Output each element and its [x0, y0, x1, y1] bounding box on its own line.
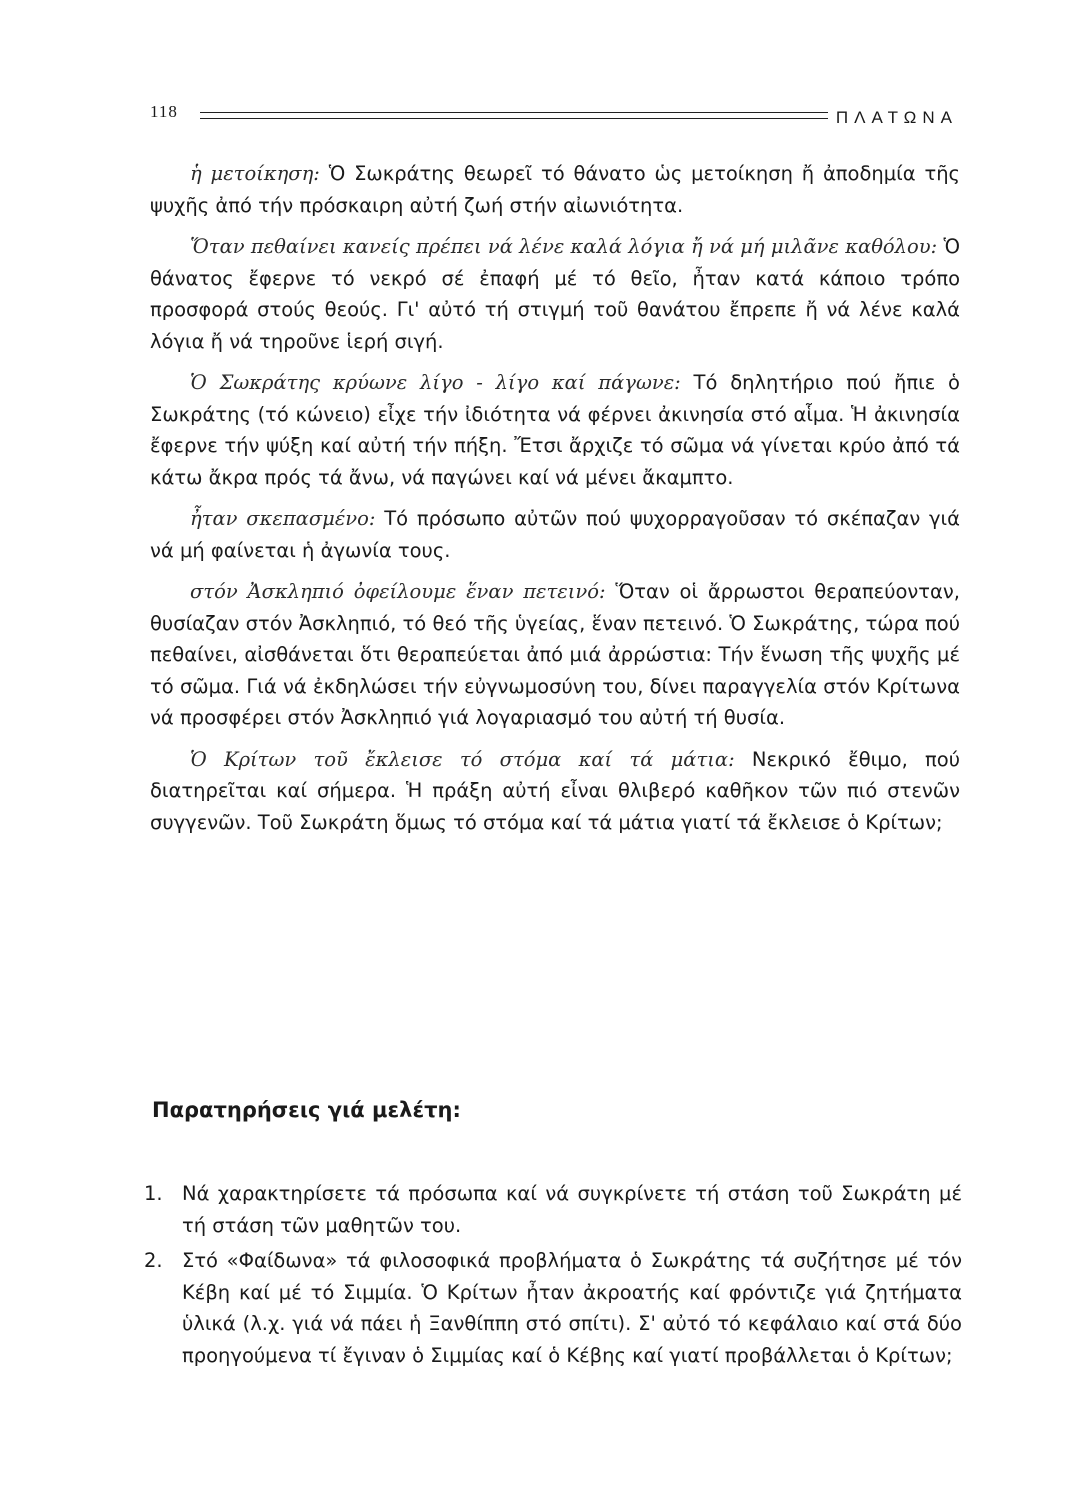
note-text: Ὅταν οἱ ἄρρωστοι θεραπεύονταν, θυσίαζαν στόν Ἀσκληπιό, τό θεό τῆς ὑγείας, ἕναν πετεινό. Ὁ Σωκράτης, τώρα πού πεθαίνει, αἰσθάνεται ὅτι θεραπεύεται ἀπό μιά ἀρρώστια: Τήν ἕνωση τῆς ψυχῆς μέ τό σῶμα. Γιά νά ἐκδηλώσει τήν εὐγνωμοσύνη του, δίνει παραγγελία στόν Κρίτωνα νά προσφέρει στόν Ἀσκληπιό γιά λογαριασμό του αὐτή τή θυσία.	[150, 580, 960, 729]
note-lemma: ἦταν σκεπασμένο:	[190, 507, 376, 530]
question-number: 2.	[144, 1249, 163, 1272]
question-text: Νά χαρακτηρίσετε τά πρόσωπα καί νά συγκρίνετε τή στάση τοῦ Σωκράτη μέ τή στάση τῶν μαθητῶν του.	[182, 1182, 962, 1237]
question-number: 1.	[144, 1182, 163, 1205]
note-lemma: στόν Ἀσκληπιό ὀφείλουμε ἕναν πετεινό:	[190, 580, 606, 603]
note-skepasmeno	[150, 503, 960, 566]
note-text: Τό πρόσωπο αὐτῶν πού ψυχορραγοῦσαν τό σκέπαζαν γιά νά μή φαίνεται ἡ ἀγωνία τους.	[150, 507, 961, 562]
note-lemma: Ὁ Σωκράτης κρύωνε λίγο - λίγο καί πάγωνε:	[190, 371, 681, 394]
note-metoikisi	[150, 158, 960, 221]
page-header	[150, 98, 958, 138]
commentary-notes	[150, 158, 960, 848]
note-text: Νεκρικό ἔθιμο, πού διατηρεῖται καί σήμερα. Ἡ πράξη αὐτή εἶναι θλιβερό καθῆκον τῶν πιό στενῶν συγγενῶν. Τοῦ Σωκράτη ὅμως τό στόμα καί τά μάτια γιατί τά ἔκλεισε ὁ Κρίτων;	[150, 747, 960, 834]
note-text: Ὁ Σωκράτης θεωρεῖ τό θάνατο ὡς μετοίκηση ἤ ἀποδημία τῆς ψυχῆς ἀπό τήν πρόσκαιρη αὐτή ζωή στήν αἰωνιότητα.	[150, 162, 961, 217]
note-text: Ὁ θάνατος ἔφερνε τό νεκρό σέ ἐπαφή μέ τό θεῖο, ἦταν κατά κάποιο τρόπο προσφορά στούς θεούς. Γι' αὐτό τή στιγμή τοῦ θανάτου ἔπρεπε ἤ νά λένε καλά λόγια ἤ νά τηροῦνε ἱερή σιγή.	[150, 235, 960, 353]
running-title: ΠΛΑΤΩΝΑ	[835, 108, 958, 127]
question-item	[140, 1178, 962, 1241]
study-questions	[140, 1178, 962, 1375]
question-item	[140, 1245, 962, 1371]
question-text: Στό «Φαίδωνα» τά φιλοσοφικά προβλήματα ὁ Σωκράτης τά συζήτησε μέ τόν Κέβη καί μέ τό Σιμμία. Ὁ Κρίτων ἦταν ἀκροατής καί φρόντιζε γιά ζητήματα ὑλικά (λ.χ. γιά νά πάει ἡ Ξανθίππη στό σπίτι). Σ' αὐτό τό κεφάλαιο καί στά δύο προηγούμενα τί ἔγιναν ὁ Σιμμίας καί ὁ Κέβης καί γιατί προβάλλεται ὁ Κρίτων;	[182, 1249, 962, 1367]
note-lemma: Ὅταν πεθαίνει κανείς πρέπει νά λένε καλά λόγια ἤ νά μή μιλᾶνε καθόλου:	[190, 235, 938, 258]
note-krywne	[150, 367, 960, 493]
note-lemma: ἡ μετοίκηση:	[190, 162, 320, 185]
note-asklipios	[150, 576, 960, 734]
study-heading: Παρατηρήσεις γιά μελέτη:	[152, 1098, 461, 1122]
header-double-rule	[200, 112, 828, 119]
note-kala-logia	[150, 231, 960, 357]
note-kriton-ekleise	[150, 744, 960, 839]
page-number: 118	[150, 102, 178, 121]
note-text: Τό δηλητήριο πού ἤπιε ὁ Σωκράτης (τό κώνειο) εἶχε τήν ἰδιότητα νά φέρνει ἀκινησία στό αἷμα. Ἡ ἀκινησία ἔφερνε τήν ψύξη καί αὐτή τήν πήξη. Ἔτσι ἄρχιζε τό σῶμα νά γίνεται κρύο ἀπό τά κάτω ἄκρα πρός τά ἄνω, νά παγώνει καί νά μένει ἄκαμπτο.	[150, 371, 960, 489]
note-lemma: Ὁ Κρίτων τοῦ ἔκλεισε τό στόμα καί τά μάτια:	[190, 747, 735, 771]
